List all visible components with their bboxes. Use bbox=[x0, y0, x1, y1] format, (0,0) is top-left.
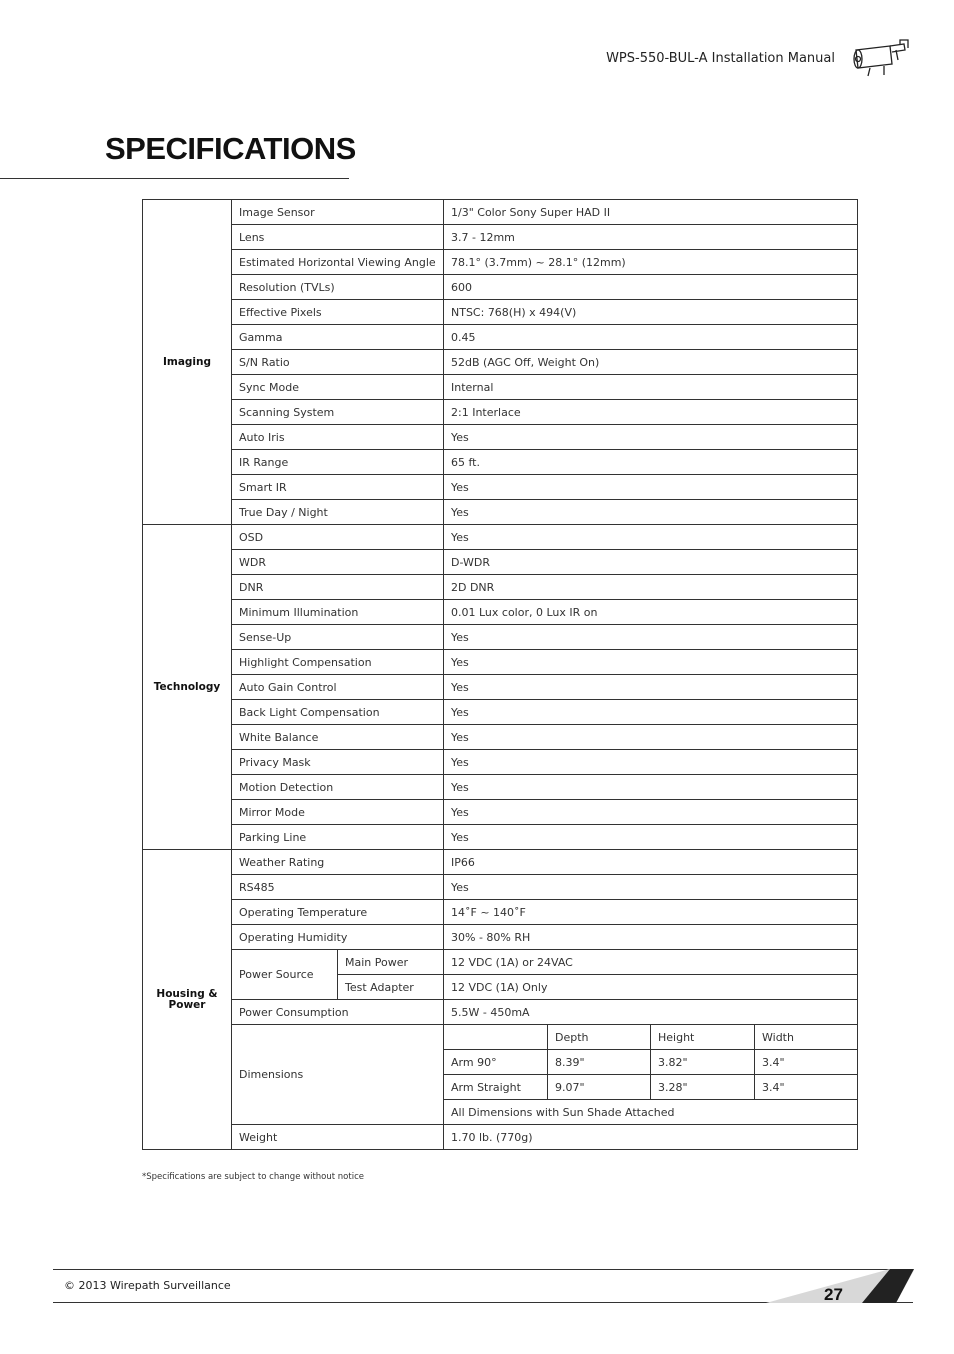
spec-row bbox=[143, 825, 858, 850]
spec-name: Privacy Mask bbox=[232, 750, 444, 775]
spec-name: Gamma bbox=[232, 325, 444, 350]
spec-row bbox=[143, 775, 858, 800]
spec-name: True Day / Night bbox=[232, 500, 444, 525]
spec-name: Back Light Compensation bbox=[232, 700, 444, 725]
spec-row bbox=[143, 700, 858, 725]
spec-row bbox=[143, 900, 858, 925]
spec-name: Lens bbox=[232, 225, 444, 250]
spec-name: Minimum Illumination bbox=[232, 600, 444, 625]
spec-value: 52dB (AGC Off, Weight On) bbox=[444, 350, 858, 375]
specifications-table bbox=[142, 199, 858, 1150]
spec-name: S/N Ratio bbox=[232, 350, 444, 375]
category-label-housing-power: Housing & Power bbox=[143, 850, 232, 1150]
spec-row bbox=[143, 300, 858, 325]
main-power-label: Main Power bbox=[338, 950, 444, 975]
spec-row bbox=[143, 575, 858, 600]
spec-row bbox=[143, 475, 858, 500]
spec-row bbox=[143, 625, 858, 650]
category-label-imaging: Imaging bbox=[143, 200, 232, 525]
spec-row bbox=[143, 500, 858, 525]
dimensions-header-depth: Depth bbox=[548, 1025, 651, 1050]
dimensions-height: 3.82" bbox=[651, 1050, 755, 1075]
spec-value: 65 ft. bbox=[444, 450, 858, 475]
spec-value: 2D DNR bbox=[444, 575, 858, 600]
spec-name: Auto Gain Control bbox=[232, 675, 444, 700]
spec-row bbox=[143, 450, 858, 475]
spec-row bbox=[143, 650, 858, 675]
spec-value: 2:1 Interlace bbox=[444, 400, 858, 425]
spec-name: Highlight Compensation bbox=[232, 650, 444, 675]
dimensions-depth: 8.39" bbox=[548, 1050, 651, 1075]
dimensions-width: 3.4" bbox=[755, 1050, 858, 1075]
spec-value: 0.01 Lux color, 0 Lux IR on bbox=[444, 600, 858, 625]
copyright-text: © 2013 Wirepath Surveillance bbox=[64, 1279, 231, 1292]
spec-row bbox=[143, 875, 858, 900]
spec-value: 30% - 80% RH bbox=[444, 925, 858, 950]
spec-name: Weight bbox=[232, 1125, 444, 1150]
spec-row bbox=[143, 800, 858, 825]
manual-title: WPS-550-BUL-A Installation Manual bbox=[606, 51, 835, 66]
spec-row bbox=[143, 225, 858, 250]
dimensions-width: 3.4" bbox=[755, 1075, 858, 1100]
spec-name: Effective Pixels bbox=[232, 300, 444, 325]
spec-row bbox=[143, 525, 858, 550]
spec-value: 5.5W - 450mA bbox=[444, 1000, 858, 1025]
spec-name: Operating Temperature bbox=[232, 900, 444, 925]
spec-name: Smart IR bbox=[232, 475, 444, 500]
spec-value: 78.1° (3.7mm) ~ 28.1° (12mm) bbox=[444, 250, 858, 275]
spec-value: NTSC: 768(H) x 494(V) bbox=[444, 300, 858, 325]
spec-name: Mirror Mode bbox=[232, 800, 444, 825]
spec-value: Yes bbox=[444, 675, 858, 700]
spec-row bbox=[143, 375, 858, 400]
spec-value: Yes bbox=[444, 625, 858, 650]
spec-row bbox=[143, 325, 858, 350]
spec-name: White Balance bbox=[232, 725, 444, 750]
spec-name: IR Range bbox=[232, 450, 444, 475]
spec-name: Image Sensor bbox=[232, 200, 444, 225]
spec-value: 14˚F ~ 140˚F bbox=[444, 900, 858, 925]
spec-value: 1/3" Color Sony Super HAD II bbox=[444, 200, 858, 225]
dimensions-depth: 9.07" bbox=[548, 1075, 651, 1100]
spec-value: Yes bbox=[444, 650, 858, 675]
spec-value: Yes bbox=[444, 875, 858, 900]
spec-row bbox=[143, 550, 858, 575]
dimensions-label: Dimensions bbox=[232, 1025, 444, 1125]
spec-name: Sense-Up bbox=[232, 625, 444, 650]
spec-row bbox=[143, 675, 858, 700]
dimensions-header-width: Width bbox=[755, 1025, 858, 1050]
spec-name: RS485 bbox=[232, 875, 444, 900]
spec-row bbox=[143, 1125, 858, 1150]
spec-row bbox=[143, 850, 858, 875]
spec-value: D-WDR bbox=[444, 550, 858, 575]
spec-row-power-main bbox=[143, 950, 858, 975]
power-source-label: Power Source bbox=[232, 950, 338, 1000]
spec-value: Yes bbox=[444, 475, 858, 500]
spec-name: OSD bbox=[232, 525, 444, 550]
spec-name: Resolution (TVLs) bbox=[232, 275, 444, 300]
spec-row bbox=[143, 725, 858, 750]
dimensions-row-label: Arm Straight bbox=[444, 1075, 548, 1100]
spec-name: Weather Rating bbox=[232, 850, 444, 875]
spec-name: Parking Line bbox=[232, 825, 444, 850]
spec-row bbox=[143, 400, 858, 425]
spec-row bbox=[143, 1000, 858, 1025]
category-label-technology: Technology bbox=[143, 525, 232, 850]
dimensions-header-row bbox=[143, 1025, 858, 1050]
spec-value: Yes bbox=[444, 775, 858, 800]
test-adapter-label: Test Adapter bbox=[338, 975, 444, 1000]
dimensions-height: 3.28" bbox=[651, 1075, 755, 1100]
main-power-value: 12 VDC (1A) or 24VAC bbox=[444, 950, 858, 975]
dimensions-note: All Dimensions with Sun Shade Attached bbox=[444, 1100, 858, 1125]
page-number: 27 bbox=[824, 1285, 843, 1304]
spec-row bbox=[143, 250, 858, 275]
test-adapter-value: 12 VDC (1A) Only bbox=[444, 975, 858, 1000]
spec-value: 3.7 - 12mm bbox=[444, 225, 858, 250]
spec-row bbox=[143, 750, 858, 775]
spec-name: Power Consumption bbox=[232, 1000, 444, 1025]
spec-name: Sync Mode bbox=[232, 375, 444, 400]
spec-value: Yes bbox=[444, 750, 858, 775]
footnote: *Specifications are subject to change without notice bbox=[142, 1172, 364, 1182]
spec-value: 600 bbox=[444, 275, 858, 300]
spec-value: Internal bbox=[444, 375, 858, 400]
spec-value: 1.70 lb. (770g) bbox=[444, 1125, 858, 1150]
spec-value: Yes bbox=[444, 800, 858, 825]
spec-value: Yes bbox=[444, 825, 858, 850]
spec-name: WDR bbox=[232, 550, 444, 575]
spec-row bbox=[143, 275, 858, 300]
dimensions-header-height: Height bbox=[651, 1025, 755, 1050]
spec-value: Yes bbox=[444, 500, 858, 525]
dimensions-row-label: Arm 90° bbox=[444, 1050, 548, 1075]
spec-name: Estimated Horizontal Viewing Angle bbox=[232, 250, 444, 275]
spec-row bbox=[143, 600, 858, 625]
spec-value: Yes bbox=[444, 725, 858, 750]
spec-name: DNR bbox=[232, 575, 444, 600]
title-divider bbox=[0, 178, 349, 179]
spec-name: Operating Humidity bbox=[232, 925, 444, 950]
spec-value: Yes bbox=[444, 525, 858, 550]
spec-value: Yes bbox=[444, 425, 858, 450]
spec-name: Motion Detection bbox=[232, 775, 444, 800]
spec-row bbox=[143, 350, 858, 375]
security-camera-icon bbox=[850, 38, 910, 80]
page-title: SPECIFICATIONS bbox=[105, 131, 356, 166]
dimensions-corner-cell bbox=[444, 1025, 548, 1050]
spec-name: Scanning System bbox=[232, 400, 444, 425]
spec-row bbox=[143, 425, 858, 450]
spec-row bbox=[143, 200, 858, 225]
spec-row bbox=[143, 925, 858, 950]
spec-value: Yes bbox=[444, 700, 858, 725]
spec-name: Auto Iris bbox=[232, 425, 444, 450]
spec-value: IP66 bbox=[444, 850, 858, 875]
spec-value: 0.45 bbox=[444, 325, 858, 350]
